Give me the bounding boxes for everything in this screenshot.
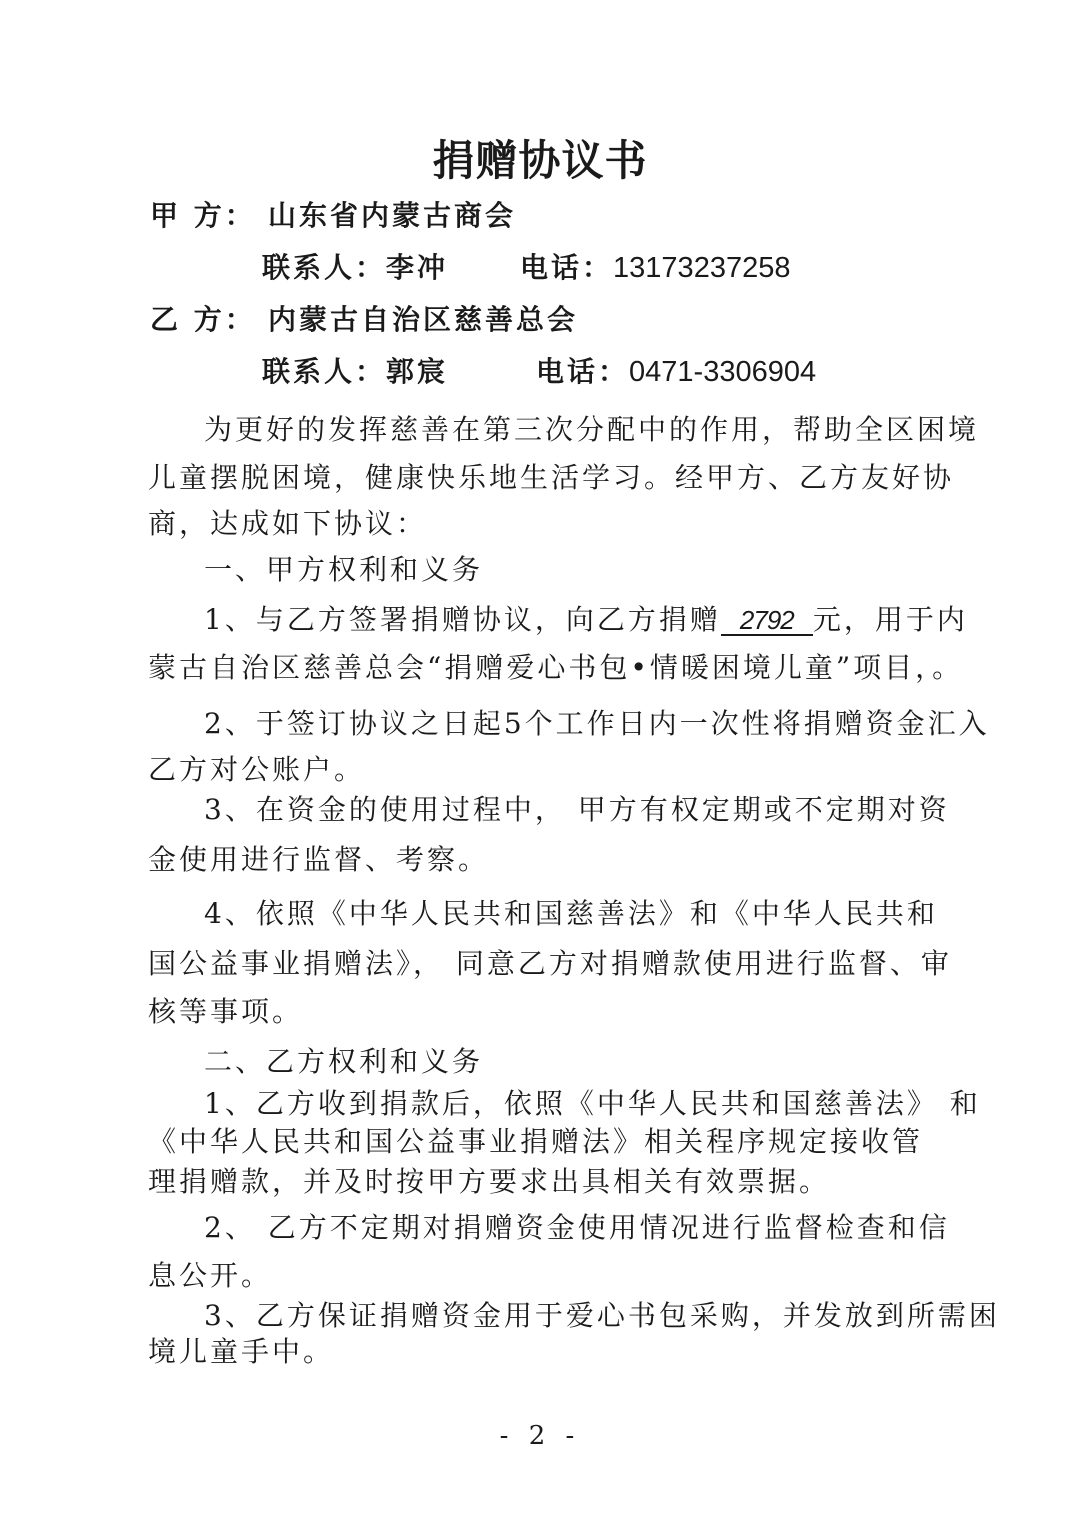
donation-amount: 2792	[721, 606, 813, 636]
party-b-row	[150, 302, 578, 338]
party-a-name: 山东省内蒙古商会	[268, 199, 517, 232]
section2-item2-line2: 息公开。	[148, 1259, 273, 1292]
party-a-contact-name: 李冲	[386, 251, 449, 284]
page-number: - 2 -	[499, 1421, 581, 1451]
party-b-label: 乙 方：	[150, 303, 256, 336]
party-a-label: 甲 方：	[150, 199, 256, 232]
party-b-contact-label: 联系人：	[262, 355, 387, 388]
party-a-phone-label: 电话：	[520, 251, 614, 284]
section1-item1-line2: 蒙古自治区慈善总会“捐赠爱心书包•情暖困境儿童”项目，。	[148, 651, 964, 684]
section2-item3-line2: 境儿童手中。	[148, 1335, 335, 1368]
section1-item1-line1	[204, 602, 968, 638]
intro-line-3: 商，达成如下协议：	[148, 507, 428, 540]
section1-item3-line1: 3、在资金的使用过程中， 甲方有权定期或不定期对资	[204, 793, 950, 826]
party-b-phone: 0471-3306904	[629, 356, 817, 388]
party-a-contact-row	[262, 250, 790, 286]
party-b-name: 内蒙古自治区慈善总会	[268, 303, 579, 336]
section1-item1-before: 1、与乙方签署捐赠协议，向乙方捐赠	[204, 603, 721, 636]
party-a-phone: 13173237258	[613, 252, 791, 284]
section1-item4-line3: 核等事项。	[148, 995, 304, 1028]
section1-item2-line1: 2、于签订协议之日起5个工作日内一次性将捐赠资金汇入	[204, 707, 990, 740]
section2-item2-line1: 2、 乙方不定期对捐赠资金使用情况进行监督检查和信	[204, 1211, 950, 1244]
section2-item3-line1: 3、乙方保证捐赠资金用于爱心书包采购，并发放到所需困	[204, 1299, 1000, 1332]
document-title: 捐赠协议书	[432, 136, 648, 185]
section1-item2-line2: 乙方对公账户。	[148, 753, 366, 786]
party-b-contact-name: 郭宸	[386, 355, 449, 388]
section1-item4-line1: 4、依照《中华人民共和国慈善法》和《中华人民共和	[204, 897, 938, 930]
intro-line-2: 儿童摆脱困境，健康快乐地生活学习。经甲方、乙方友好协	[148, 461, 955, 494]
section1-item4-line2: 国公益事业捐赠法》， 同意乙方对捐赠款使用进行监督、审	[148, 947, 952, 980]
party-a-contact-label: 联系人：	[262, 251, 387, 284]
party-b-phone-label: 电话：	[536, 355, 630, 388]
party-b-contact-row	[262, 354, 816, 390]
section1-item3-line2: 金使用进行监督、考察。	[148, 843, 490, 876]
section2-item1-line2: 《中华人民共和国公益事业捐赠法》相关程序规定接收管	[148, 1125, 924, 1158]
section2-item1-line3: 理捐赠款，并及时按甲方要求出具相关有效票据。	[148, 1165, 831, 1198]
section2-heading: 二、乙方权利和义务	[204, 1045, 484, 1078]
party-a-row	[150, 198, 516, 234]
intro-line-1: 为更好的发挥慈善在第三次分配中的作用，帮助全区困境	[204, 413, 980, 446]
section2-item1-line1: 1、乙方收到捐款后，依照《中华人民共和国慈善法》 和	[204, 1087, 981, 1120]
section1-item1-after: 元，用于内	[812, 603, 968, 636]
section1-heading: 一、甲方权利和义务	[204, 553, 484, 586]
